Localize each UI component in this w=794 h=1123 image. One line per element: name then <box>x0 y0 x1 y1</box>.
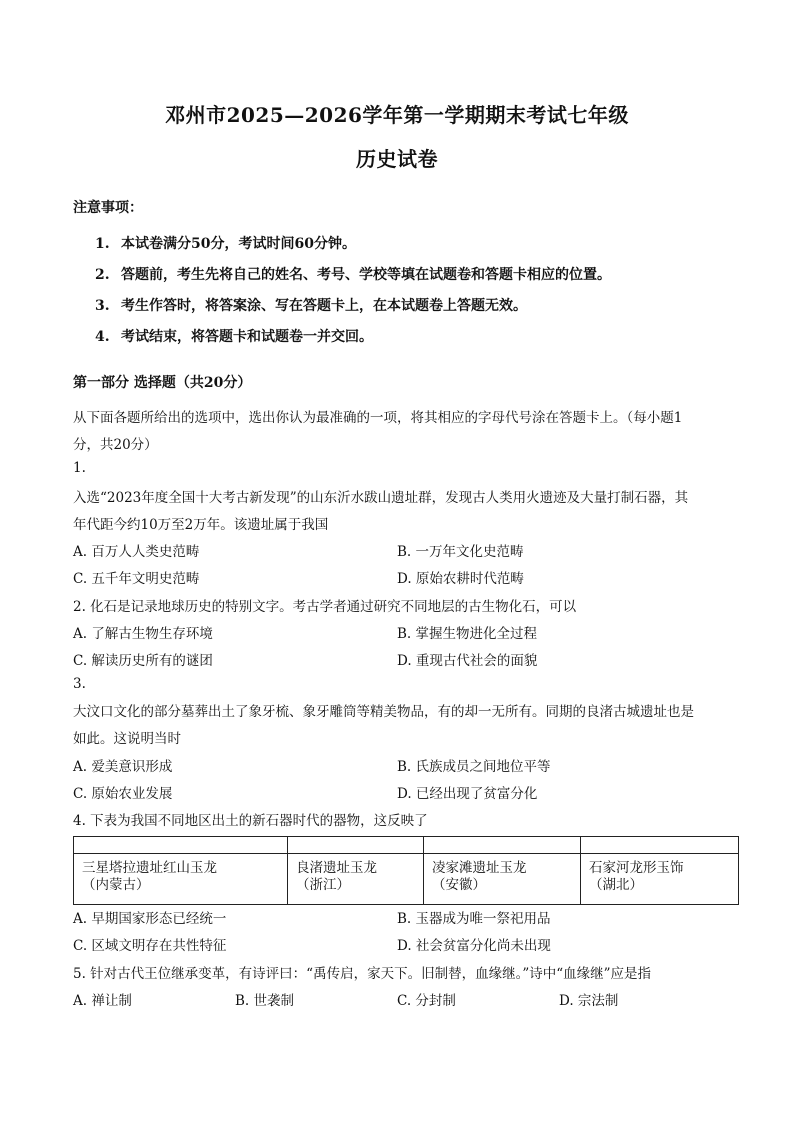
question-1-option-b: B. 一万年文化史范畴 <box>397 544 524 560</box>
table-cell <box>288 854 424 905</box>
relic-region: （安徽） <box>432 877 486 893</box>
question-1-option-c: C. 五千年文明史范畴 <box>73 571 200 587</box>
question-2-option-d: D. 重现古代社会的面貌 <box>397 653 538 669</box>
question-4-option-a: A. 早期国家形态已经统一 <box>73 911 227 927</box>
note-item: 2. 答题前，考生先将自己的姓名、考号、学校等填在试题卷和答题卡相应的位置。 <box>95 267 611 283</box>
question-5-stem: 5. 针对古代王位继承变革，有诗评曰：“禹传启，家天下。旧制替，血缘继。”诗中“血缘继”应是指 <box>73 966 652 982</box>
relics-table <box>73 836 739 905</box>
exam-title: 邓州市2025—2026学年第一学期期末考试七年级 <box>165 103 629 127</box>
section-instructions: 分，共20分） <box>73 437 158 453</box>
question-5-option-b: B. 世袭制 <box>235 993 295 1009</box>
question-1-stem: 年代距今约10万至2万年。该遗址属于我国 <box>73 517 329 533</box>
question-1-option-a: A. 百万人人类史范畴 <box>73 544 200 560</box>
question-2-option-c: C. 解读历史所有的谜团 <box>73 653 213 669</box>
question-5-option-a: A. 禅让制 <box>73 993 132 1009</box>
relic-name: 三星塔拉遗址红山玉龙 <box>82 860 217 876</box>
relic-region: （湖北） <box>589 877 643 893</box>
question-1-stem: 入选“2023年度全国十大考古新发现”的山东沂水跋山遗址群，发现古人类用火遗迹及大量打制石器，其 <box>73 490 689 506</box>
table-row <box>74 854 739 905</box>
question-3-stem: 大汶口文化的部分墓葬出土了象牙梳、象牙雕筒等精美物品，有的却一无所有。同期的良渚古城遗址也是 <box>73 704 694 720</box>
question-5-option-c: C. 分封制 <box>397 993 456 1009</box>
question-4-stem: 4. 下表为我国不同地区出土的新石器时代的器物，这反映了 <box>73 813 428 829</box>
question-4-option-d: D. 社会贫富分化尚未出现 <box>397 938 551 954</box>
question-2-option-b: B. 掌握生物进化全过程 <box>397 626 538 642</box>
table-row <box>74 837 739 854</box>
question-3-stem: 如此。这说明当时 <box>73 731 181 747</box>
section-instructions: 从下面各题所给出的选项中，选出你认为最准确的一项，将其相应的字母代号涂在答题卡上。（每小题1 <box>73 410 683 426</box>
question-1-number: 1. <box>73 460 86 476</box>
question-4-option-b: B. 玉器成为唯一祭祀用品 <box>397 911 551 927</box>
question-3-number: 3. <box>73 676 86 692</box>
table-cell <box>581 837 739 854</box>
question-5-option-d: D. 宗法制 <box>559 993 619 1009</box>
question-3-option-c: C. 原始农业发展 <box>73 786 173 802</box>
relic-name: 石家河龙形玉饰 <box>589 860 684 876</box>
table-cell <box>74 854 288 905</box>
question-3-option-d: D. 已经出现了贫富分化 <box>397 786 538 802</box>
table-cell <box>74 837 288 854</box>
question-3-option-b: B. 氏族成员之间地位平等 <box>397 759 551 775</box>
note-item: 3. 考生作答时，将答案涂、写在答题卡上，在本试题卷上答题无效。 <box>95 298 527 314</box>
section-heading: 第一部分 选择题（共20分） <box>73 375 252 391</box>
table-cell <box>424 837 581 854</box>
note-item: 1. 本试卷满分50分，考试时间60分钟。 <box>95 236 356 252</box>
relic-region: （内蒙古） <box>82 877 150 893</box>
question-3-option-a: A. 爱美意识形成 <box>73 759 173 775</box>
note-item: 4. 考试结束，将答题卡和试题卷一并交回。 <box>95 329 373 345</box>
relic-region: （浙江） <box>296 877 350 893</box>
question-4-option-c: C. 区域文明存在共性特征 <box>73 938 227 954</box>
question-2-option-a: A. 了解古生物生存环境 <box>73 626 213 642</box>
question-2-stem: 2. 化石是记录地球历史的特别文字。考古学者通过研究不同地层的古生物化石，可以 <box>73 599 577 615</box>
table-cell <box>581 854 739 905</box>
relic-name: 凌家滩遗址玉龙 <box>432 860 527 876</box>
notes-heading: 注意事项： <box>73 200 143 216</box>
exam-subtitle: 历史试卷 <box>356 147 438 171</box>
table-cell <box>288 837 424 854</box>
table-cell <box>424 854 581 905</box>
relic-name: 良渚遗址玉龙 <box>296 860 377 876</box>
question-1-option-d: D. 原始农耕时代范畴 <box>397 571 524 587</box>
